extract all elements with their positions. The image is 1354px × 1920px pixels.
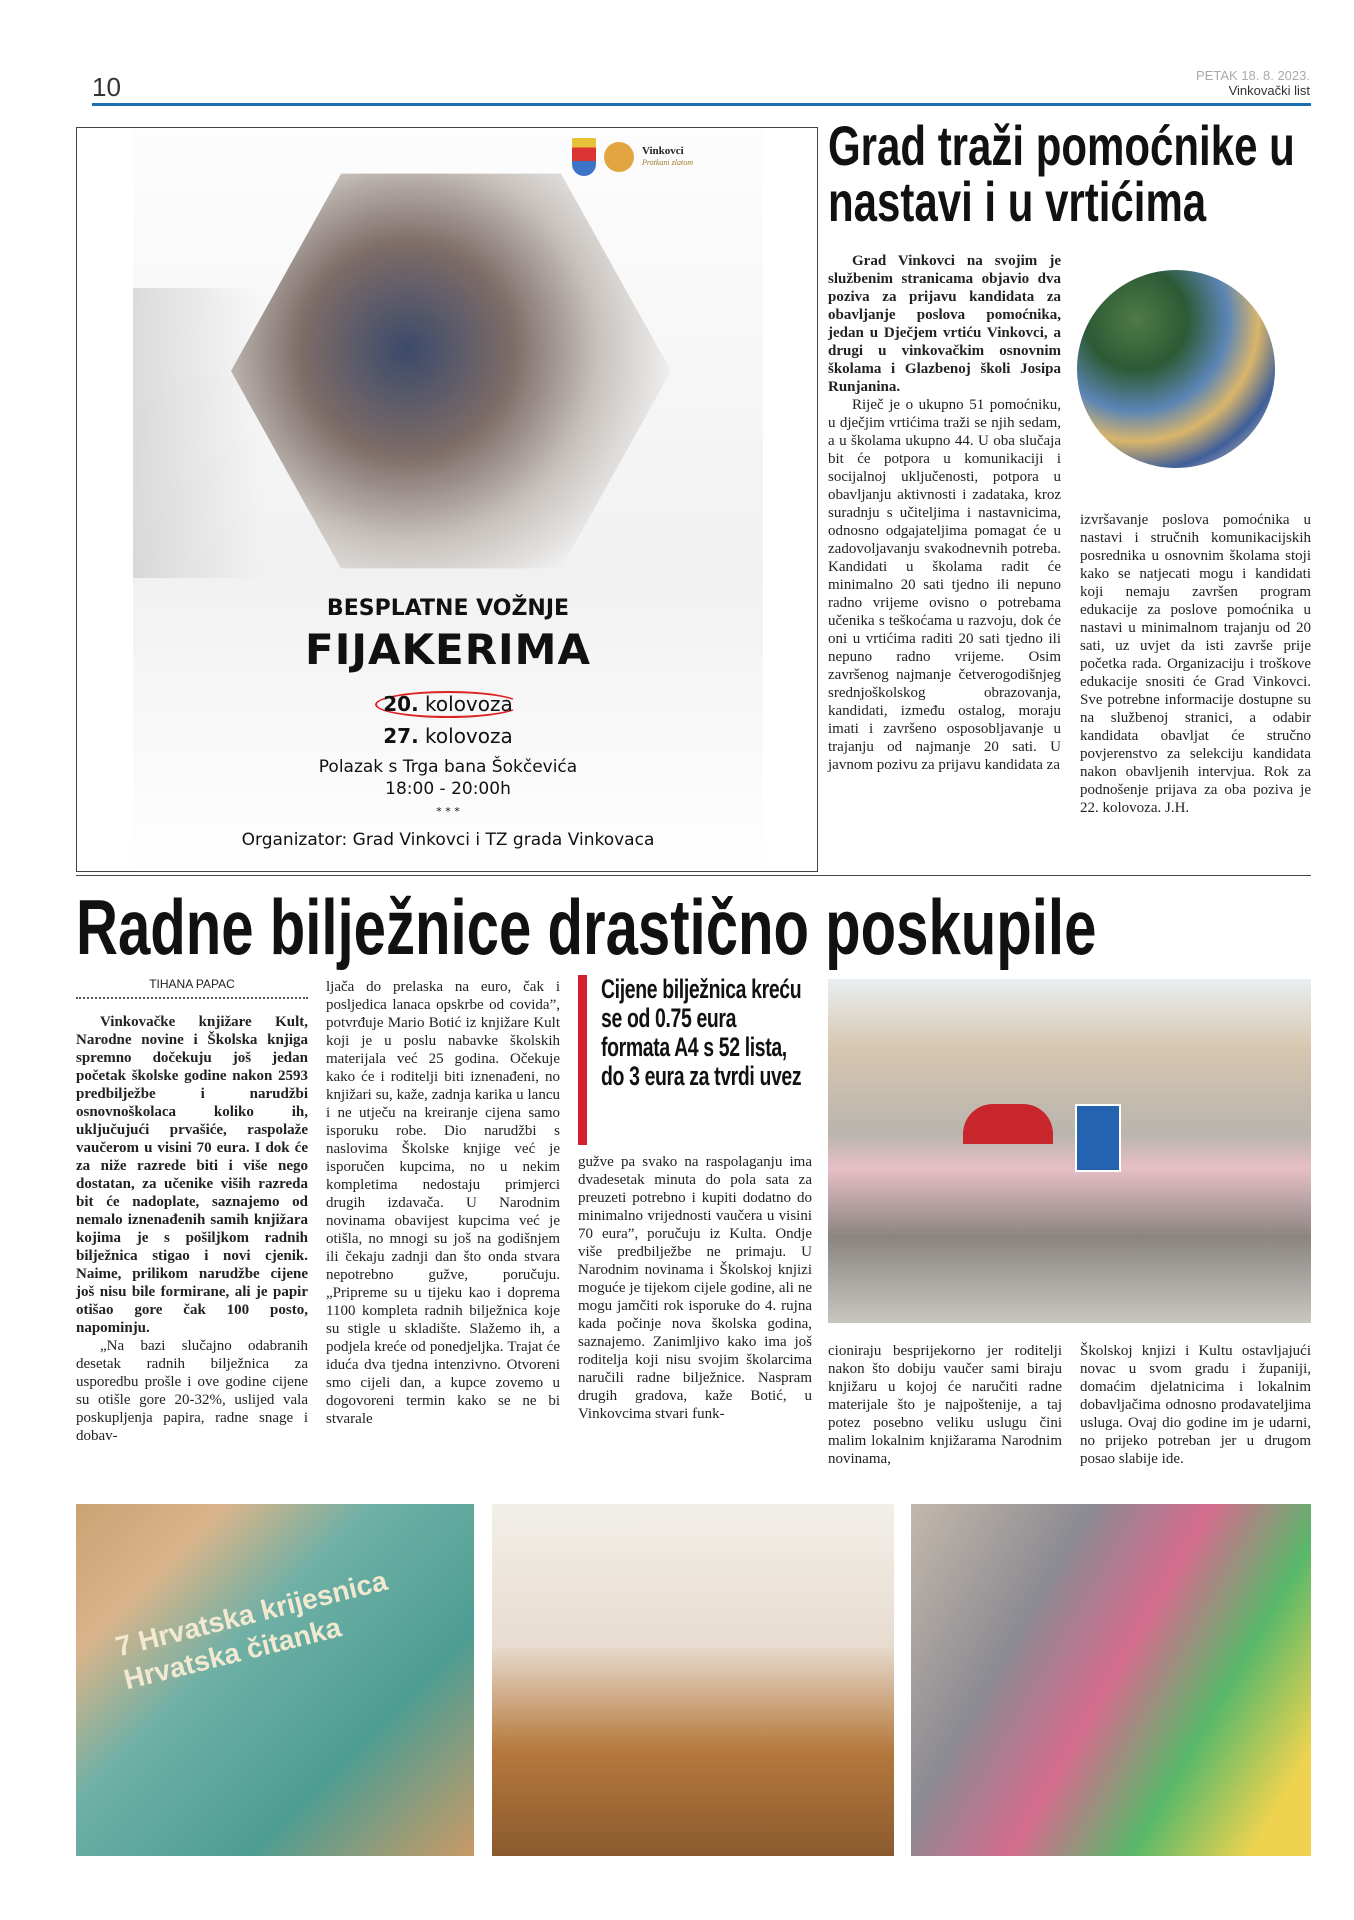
ad-logos <box>572 138 693 176</box>
article2-lead: Vinkovačke knjižare Kult, Narodne novine i Školska knjiga spremno dočekuju još jedan početak školske godine nakon 2593 predbilježbe i narudžbi osnovnoškolaca koliko ih, uključujući prvašiće, raspolaže vaučerom u visini 70 eura. I dok će za niže razrede biti i više nego dostatan, za učenike viših razreda bit će nadoplate, saznajemo od nemalo iznenađenih samih knjižara kojima je s pošiljkom radnih bilježnica stigao i novi cjenik. Naime, prilikom narudžbe cijene još nisu bile formirane, ali je papir otišao gore čak 100 posto, napominju. <box>76 1014 308 1336</box>
advertisement-fijaker-rides <box>76 127 818 872</box>
hexagon-photo-fijaker <box>231 161 671 581</box>
article2-column5 <box>1080 1342 1311 1468</box>
date1-number: 20. <box>383 692 419 716</box>
ad-background-photo <box>133 288 263 578</box>
red-awning <box>963 1104 1053 1144</box>
issue-date: PETAK 18. 8. 2023. <box>1196 68 1310 83</box>
workbook-title: 7 Hrvatska krijesnica Hrvatska čitanka <box>112 1564 391 1696</box>
article1-body2: izvršavanje poslova pomoćnika u nastavi i stručnih komunikacijskih posrednika u osnovnim školama stoji kako se natjecati mogu i kandidati koji nemaju završen program edukacije za poslove pomoćnika u nastavi u minimalnom trajanju od 20 sati, uz uvjet da isti završe prije početka rada. Organizaciju i troškove edukacije snositi će Grad Vinkovci. Sve potrebne informacije dostupne su na službenoj stranici, a odabir kandidata obavljat će stručno povjerenstvo za selekciju kandidata nakon obavljenih intervjua. Rok za podnošenje prijava za oba poziva je 22. kolovoza. J.H. <box>1080 512 1311 816</box>
article2-body2: ljača do prelaska na euro, čak i posljedica lanaca opskrbe od covida”, potvrđuje Mario Botić iz knjižare Kult koji je u poslu nabavke školskih materijala već 25 godina. Očekuje kako će i roditelji biti iznenađeni, no knjižari su, kaže, zadnja karika u lancu i ne utječu na kreiranje cijena samo isporuku robe. Dio narudžbi s naslovima Školske knjige već je isporučen kupcima, no u nekim kompletima nedostaju primjerci drugih izdavača. U Narodnim novinama obavijest kupcima već je otišla, no mnogi su još na godišnjem ili čekaju zadnji dan što onda stvara nepotrebno gužve, poručuju. „Pripreme su u tijeku kao i doprema 1100 kompleta radnih bilježnica koje su stigle u skladište. Slažemo ih, a podjela kreće od ponedjeljka. Trajat će iduća dva tjedna intenzivno. Otvoreni smo cijeli dan, a kupce zovemo u dogovoreni termin kako se ne bi stvarale <box>326 979 560 1427</box>
dancers-logo-icon <box>604 142 634 172</box>
ad-poster <box>133 128 763 872</box>
article2-body1: „Na bazi slučajno odabranih desetak radnih bilježnica za usporedbu prošle i ove godine cijene su otišle gore 20-32%, uslijed vala poskupljenja papira, radne snage i dobav- <box>76 1338 308 1444</box>
bookstore-counter-photo <box>492 1504 894 1856</box>
ad-date1 <box>133 691 763 718</box>
article2-column1 <box>76 1013 308 1445</box>
ad-departure: Polazak s Trga bana Šokčevića <box>318 757 578 777</box>
city-crest-icon <box>572 138 596 176</box>
logo-tagline: Protkani zlatom <box>641 158 693 167</box>
street-photo <box>828 979 1311 1323</box>
article1-lead: Grad Vinkovci na svojim je službenim stranicama objavio dva poziva za prijavu kandidata za obavljanje poslova pomoćnika, jedan u Dječjem vrtiću Vinkovci, a drugi u vinkovačkim osnovnim školama i Glazbenoj školi Josipa Runjanina. <box>828 253 1061 395</box>
ad-date2 <box>133 725 763 748</box>
schoolchildren-photo <box>1077 270 1275 468</box>
workbook-photo <box>76 1504 474 1856</box>
ad-organizer: Organizator: Grad Vinkovci i TZ grada Vinkovaca <box>241 830 655 850</box>
page-header-info <box>1196 68 1310 98</box>
logo-name: Vinkovci <box>641 145 684 157</box>
newspaper-name: Vinkovački list <box>1228 83 1310 98</box>
article2-column2 <box>326 978 560 1428</box>
page-number: 10 <box>92 72 121 102</box>
article2-column4 <box>828 1342 1062 1468</box>
header-rule <box>92 103 1311 106</box>
ad-line1: BESPLATNE VOŽNJE <box>326 596 570 621</box>
article1-body1: Riječ je o ukupno 51 pomoćniku, u dječjim vrtićima traži se njih sedam, a u školama ukupno 44. U oba slučaja bit će potpora u komunikaciji i socijalnoj uključenosti, potpora u obavljanju aktivnosti i zadataka, kroz suradnju s učiteljima i nastavnicima, odnosno odgajateljima pomagat će u zadovoljavanju svakodnevnih potreba. Kandidati u školama radit će minimalno 20 sati tjedno ili nepuno radno vrijeme ovisno o potrebama učenika s teškoćama u razvoju, dok će oni u vrtićima raditi 20 sati tjedno ili nepuno radno vrijeme. Osim završenog najmanje četverogodišnjeg srednjoškolskog obrazovanja, kandidati, između ostalog, moraju imati i završeno osposobljavanje u trajanju od najmanje 20 sati. U javnom pozivu za prijavu kandidata za <box>828 397 1061 773</box>
date2-month: kolovoza <box>425 724 513 748</box>
article1-column1 <box>828 252 1061 774</box>
vinkovci-logo <box>642 146 693 168</box>
red-circle-mark <box>375 691 521 718</box>
pull-quote-text: Cijene bilježnica kreću se od 0.75 eura formata A4 s 52 lista, do 3 eura za tvrdi uvez <box>601 974 802 1091</box>
date1-month: kolovoza <box>425 692 513 716</box>
pull-quote <box>578 975 812 1145</box>
school-supplies-photo <box>911 1504 1311 1856</box>
article2-body4: cioniraju besprijekorno jer roditelji nakon što dobiju vaučer sami biraju knjižaru u kojoj će naručiti radne materijale što je najpoštenije, a taj potez posebno veliku uslugu čini malim lokalnim knjižarama Narodnim novinama, <box>828 1343 1062 1467</box>
section-divider <box>76 875 1311 876</box>
ad-time: 18:00 - 20:00h <box>385 779 511 799</box>
article2-body3: gužve pa svako na raspolaganju ima dvadesetak minuta do pola sata za preuzeti potrebno i kupiti dodatno do minimalno vrijednosti vaučera u visini 70 eura”, poručuju iz Kulta. Ondje više predbilježbe ne primaju. U Narodnim novinama i Školskoj knjizi moguće je tijekom cijele godine, ali ne mogu jamčiti rok isporuke do 4. rujna kada počinje nova školska godina, saznajemo. Zanimljivo kako ima još roditelja koji nisu svojim školarcima naručili radne bilježnice. Naspram drugih gradova, kaže Botić, u Vinkovcima stvari funk- <box>578 1154 812 1422</box>
ad-line2: FIJAKERIMA <box>305 625 591 674</box>
article1-column2 <box>1080 511 1311 817</box>
ad-stars: * * * <box>436 805 460 818</box>
article2-column3 <box>578 1153 812 1423</box>
date2-number: 27. <box>383 724 419 748</box>
article2-body5: Školskoj knjizi i Kultu ostavljajući novac u svom gradu i županiji, domaćim djelatnicima i lokalnim dobavljačima odnosno prodavateljima usluga. Ovaj dio godine im je udarni, no prijeko potreban jer u drugom posao slabije ide. <box>1080 1343 1311 1467</box>
byline: TIHANA PAPAC <box>76 977 308 999</box>
article2-headline: Radne bilježnice drastično poskupile <box>76 883 1097 971</box>
traffic-sign <box>1075 1104 1121 1172</box>
article1-headline: Grad traži pomoćnike u nastavi i u vrtićima <box>828 114 1295 233</box>
